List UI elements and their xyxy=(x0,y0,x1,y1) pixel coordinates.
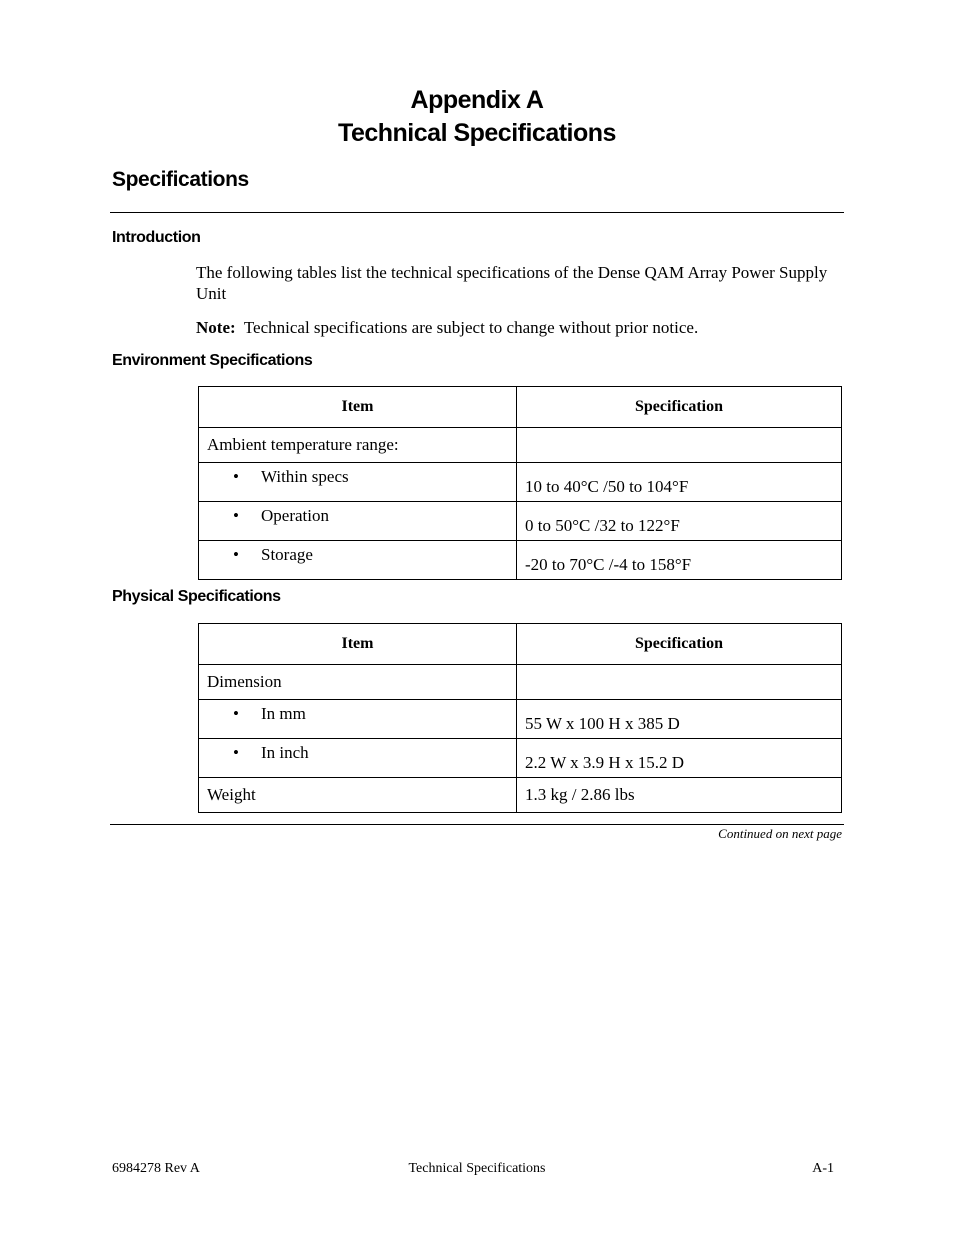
introduction-paragraph: The following tables list the technical specifications of the Dense QAM Array Power Supply Unit xyxy=(196,263,828,303)
empty-cell xyxy=(517,665,842,700)
section-divider xyxy=(110,212,844,213)
note-label: Note: xyxy=(196,318,236,337)
item-label: Within specs xyxy=(261,467,349,486)
spec-cell: -20 to 70°C /-4 to 158°F xyxy=(517,541,842,580)
table-row xyxy=(199,541,842,580)
appendix-subtitle: Technical Specifications xyxy=(338,119,616,147)
item-label: Storage xyxy=(261,545,313,564)
bullet: • xyxy=(233,743,239,762)
footer-doc-number: 6984278 Rev A xyxy=(112,1161,200,1176)
physical-heading: Physical Specifications xyxy=(112,588,281,605)
table-row xyxy=(199,428,842,463)
weight-label: Weight xyxy=(199,778,517,813)
item-label: In mm xyxy=(261,704,306,723)
empty-cell xyxy=(517,428,842,463)
introduction-heading: Introduction xyxy=(112,229,201,246)
appendix-label: Appendix A xyxy=(410,86,544,114)
table-row xyxy=(199,463,842,502)
group-label: Dimension xyxy=(199,665,517,700)
physical-table xyxy=(198,623,842,813)
note-paragraph xyxy=(196,317,846,338)
table-row xyxy=(199,700,842,739)
table-header-row xyxy=(199,387,842,428)
bullet: • xyxy=(233,506,239,525)
footer-page-number: A-1 xyxy=(812,1161,834,1176)
table-row xyxy=(199,665,842,700)
item-cell xyxy=(199,541,517,580)
item-cell xyxy=(199,700,517,739)
environment-heading: Environment Specifications xyxy=(112,352,313,369)
item-label: Operation xyxy=(261,506,329,525)
weight-value: 1.3 kg / 2.86 lbs xyxy=(517,778,842,813)
table-row xyxy=(199,502,842,541)
group-label: Ambient temperature range: xyxy=(199,428,517,463)
section-title: Specifications xyxy=(112,168,249,191)
bottom-divider xyxy=(110,824,844,825)
continued-note: Continued on next page xyxy=(718,826,842,841)
table-row xyxy=(199,739,842,778)
footer-title: Technical Specifications xyxy=(408,1161,546,1176)
bullet: • xyxy=(233,545,239,564)
bullet: • xyxy=(233,467,239,486)
spec-cell: 2.2 W x 3.9 H x 15.2 D xyxy=(517,739,842,778)
table-row xyxy=(199,778,842,813)
bullet: • xyxy=(233,704,239,723)
spec-cell: 55 W x 100 H x 385 D xyxy=(517,700,842,739)
column-header-item: Item xyxy=(199,387,517,428)
note-text: Technical specifications are subject to change without prior notice. xyxy=(243,318,699,337)
column-header-specification: Specification xyxy=(517,387,842,428)
spec-cell: 10 to 40°C /50 to 104°F xyxy=(517,463,842,502)
table-header-row xyxy=(199,624,842,665)
item-cell xyxy=(199,463,517,502)
spec-cell: 0 to 50°C /32 to 122°F xyxy=(517,502,842,541)
column-header-item: Item xyxy=(199,624,517,665)
item-label: In inch xyxy=(261,743,309,762)
item-cell xyxy=(199,502,517,541)
item-cell xyxy=(199,739,517,778)
appendix-title xyxy=(0,84,954,150)
column-header-specification: Specification xyxy=(517,624,842,665)
environment-table xyxy=(198,386,842,580)
